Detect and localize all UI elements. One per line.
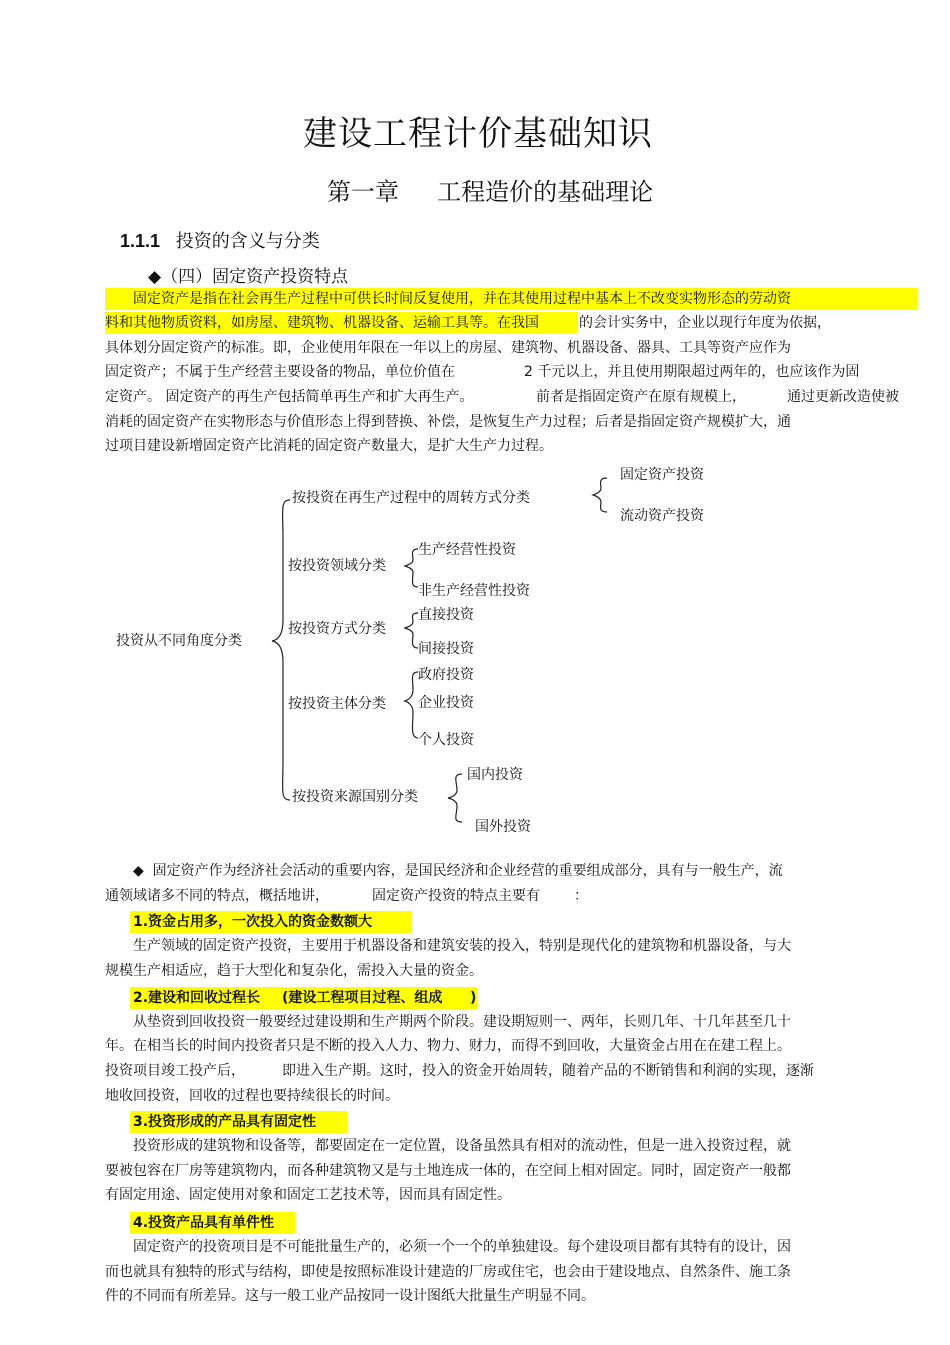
para1-line: 固定资产；不属于生产经营主要设备的物品，单位价值在 <box>105 364 455 380</box>
point-line: 投资项目竣工投产后， <box>105 1063 245 1079</box>
point-line: 从垫资到回收投资一般要经过建设期和生产期两个阶段。建设期短则一、两年，长则几年、十几年甚至几十 <box>133 1014 791 1030</box>
point-line: 固定资产的投资项目是不可能批量生产的，必须一个一个的单独建设。每个建设项目都有其特有的设计，因 <box>133 1239 791 1255</box>
para1-line: 消耗的固定资产在实物形态与价值形态上得到替换、补偿，是恢复生产力过程；后者是指固定资产规模扩大，通 <box>105 414 791 430</box>
diagram-leaf: 政府投资 <box>418 667 474 683</box>
diagram-branch: 按投资方式分类 <box>288 621 386 637</box>
point-line: 即进入生产期。这时，投入的资金开始周转，随着产品的不断销售和利润的实现，逐渐 <box>282 1063 814 1079</box>
subsection-heading: ◆（四）固定资产投资特点 <box>148 267 349 287</box>
diagram-leaf: 国外投资 <box>475 819 531 835</box>
point-line: 生产领域的固定资产投资，主要用于机器设备和建筑安装的投入，特别是现代化的建筑物和机器设备，与大 <box>133 938 791 954</box>
para1-line: 2 千元以上，并且使用期限超过两年的，也应该作为固 <box>524 364 860 380</box>
section-heading <box>120 227 320 253</box>
diagram-leaf: 非生产经营性投资 <box>418 583 530 599</box>
diagram-leaf: 个人投资 <box>418 732 474 748</box>
section-number: 1.1.1 <box>120 231 161 251</box>
para1-line: 前者是指固定资产在原有规模上， <box>536 389 746 405</box>
point-line: 投资形成的建筑物和设备等，都要固定在一定位置，设备虽然具有相对的流动性，但是一进入投资过程，就 <box>133 1138 791 1154</box>
para1-line: 料和其他物质资料，如房屋、建筑物、机器设备、运输工具等。在我国 <box>105 315 539 331</box>
para2-line: ◆ 固定资产作为经济社会活动的重要内容，是国民经济和企业经营的重要组成部分，具有与一般生产，流 <box>133 863 783 879</box>
para1-line: 定资产。 固定资产的再生产包括简单再生产和扩大再生产。 <box>105 389 474 405</box>
point-line: 地收回投资，回收的过程也要持续很长的时间。 <box>105 1088 399 1104</box>
para2-line: 通领域诸多不同的特点，概括地讲， <box>105 888 329 904</box>
point-line: 有固定用途、固定使用对象和固定工艺技术等，因而具有固定性。 <box>105 1187 511 1203</box>
point-line: 规模生产相适应，趋于大型化和复杂化，需投入大量的资金。 <box>105 963 483 979</box>
point-line: 而也就具有独特的形式与结构，即使是按照标准设计建造的厂房或住宅，也会由于建设地点、自然条件、施工条 <box>105 1264 791 1280</box>
point-heading-close: ) <box>470 990 477 1006</box>
para1-line: 具体划分固定资产的标准。即，企业使用年限在一年以上的房屋、建筑物、机器设备、器具、工具等资产应作为 <box>105 340 791 356</box>
diagram-leaf: 间接投资 <box>418 641 474 657</box>
para1-line: 固定资产是指在社会再生产过程中可供长时间反复使用，并在其使用过程中基本上不改变实物形态的劳动资 <box>133 291 791 307</box>
point-line: 件的不同而有所差异。这与一般工业产品按同一设计图纸大批量生产明显不同。 <box>105 1288 595 1304</box>
diagram-leaf: 生产经营性投资 <box>418 542 516 558</box>
point-line: 要被包容在厂房等建筑物内，而各种建筑物又是与土地连成一体的，在空间上相对固定。同时，固定资产一般都 <box>105 1163 791 1179</box>
diagram-root: 投资从不同角度分类 <box>116 633 242 649</box>
point-heading: 4.投资产品具有单件性 <box>133 1215 275 1231</box>
diagram-leaf: 企业投资 <box>418 695 474 711</box>
para1-line: 通过更新改造使被 <box>787 389 899 405</box>
point-heading-extra: (建设工程项目过程、组成 <box>282 990 443 1006</box>
point-heading: 3.投资形成的产品具有固定性 <box>133 1114 317 1130</box>
para2-line: ： <box>574 888 588 904</box>
point-heading: 1.资金占用多，一次投入的资金数额大 <box>133 914 373 930</box>
diagram-leaf: 流动资产投资 <box>620 508 704 524</box>
para1-line: 过项目建设新增固定资产比消耗的固定资产数量大，是扩大生产力过程。 <box>105 438 553 454</box>
diagram-leaf: 国内投资 <box>467 767 523 783</box>
diagram-branch: 按投资领域分类 <box>288 558 386 574</box>
diagram-leaf: 直接投资 <box>418 607 474 623</box>
document-title: 建设工程计价基础知识 <box>303 114 653 154</box>
diagram-branch: 按投资来源国别分类 <box>292 789 418 805</box>
para2-line: 固定资产投资的特点主要有 <box>372 888 540 904</box>
diagram-branch: 按投资主体分类 <box>288 696 386 712</box>
section-title: 投资的含义与分类 <box>175 231 320 252</box>
point-heading: 2.建设和回收过程长 <box>133 990 261 1006</box>
diagram-leaf: 固定资产投资 <box>620 467 704 483</box>
chapter-title: 第一章 工程造价的基础理论 <box>327 178 654 206</box>
diagram-branch: 按投资在再生产过程中的周转方式分类 <box>292 490 530 506</box>
point-line: 年。在相当长的时间内投资者只是不断的投入人力、物力、财力，而得不到回收，大量资金占用在在建工程上。 <box>105 1038 791 1054</box>
para1-line: 的会计实务中，企业以现行年度为依据， <box>579 315 831 331</box>
